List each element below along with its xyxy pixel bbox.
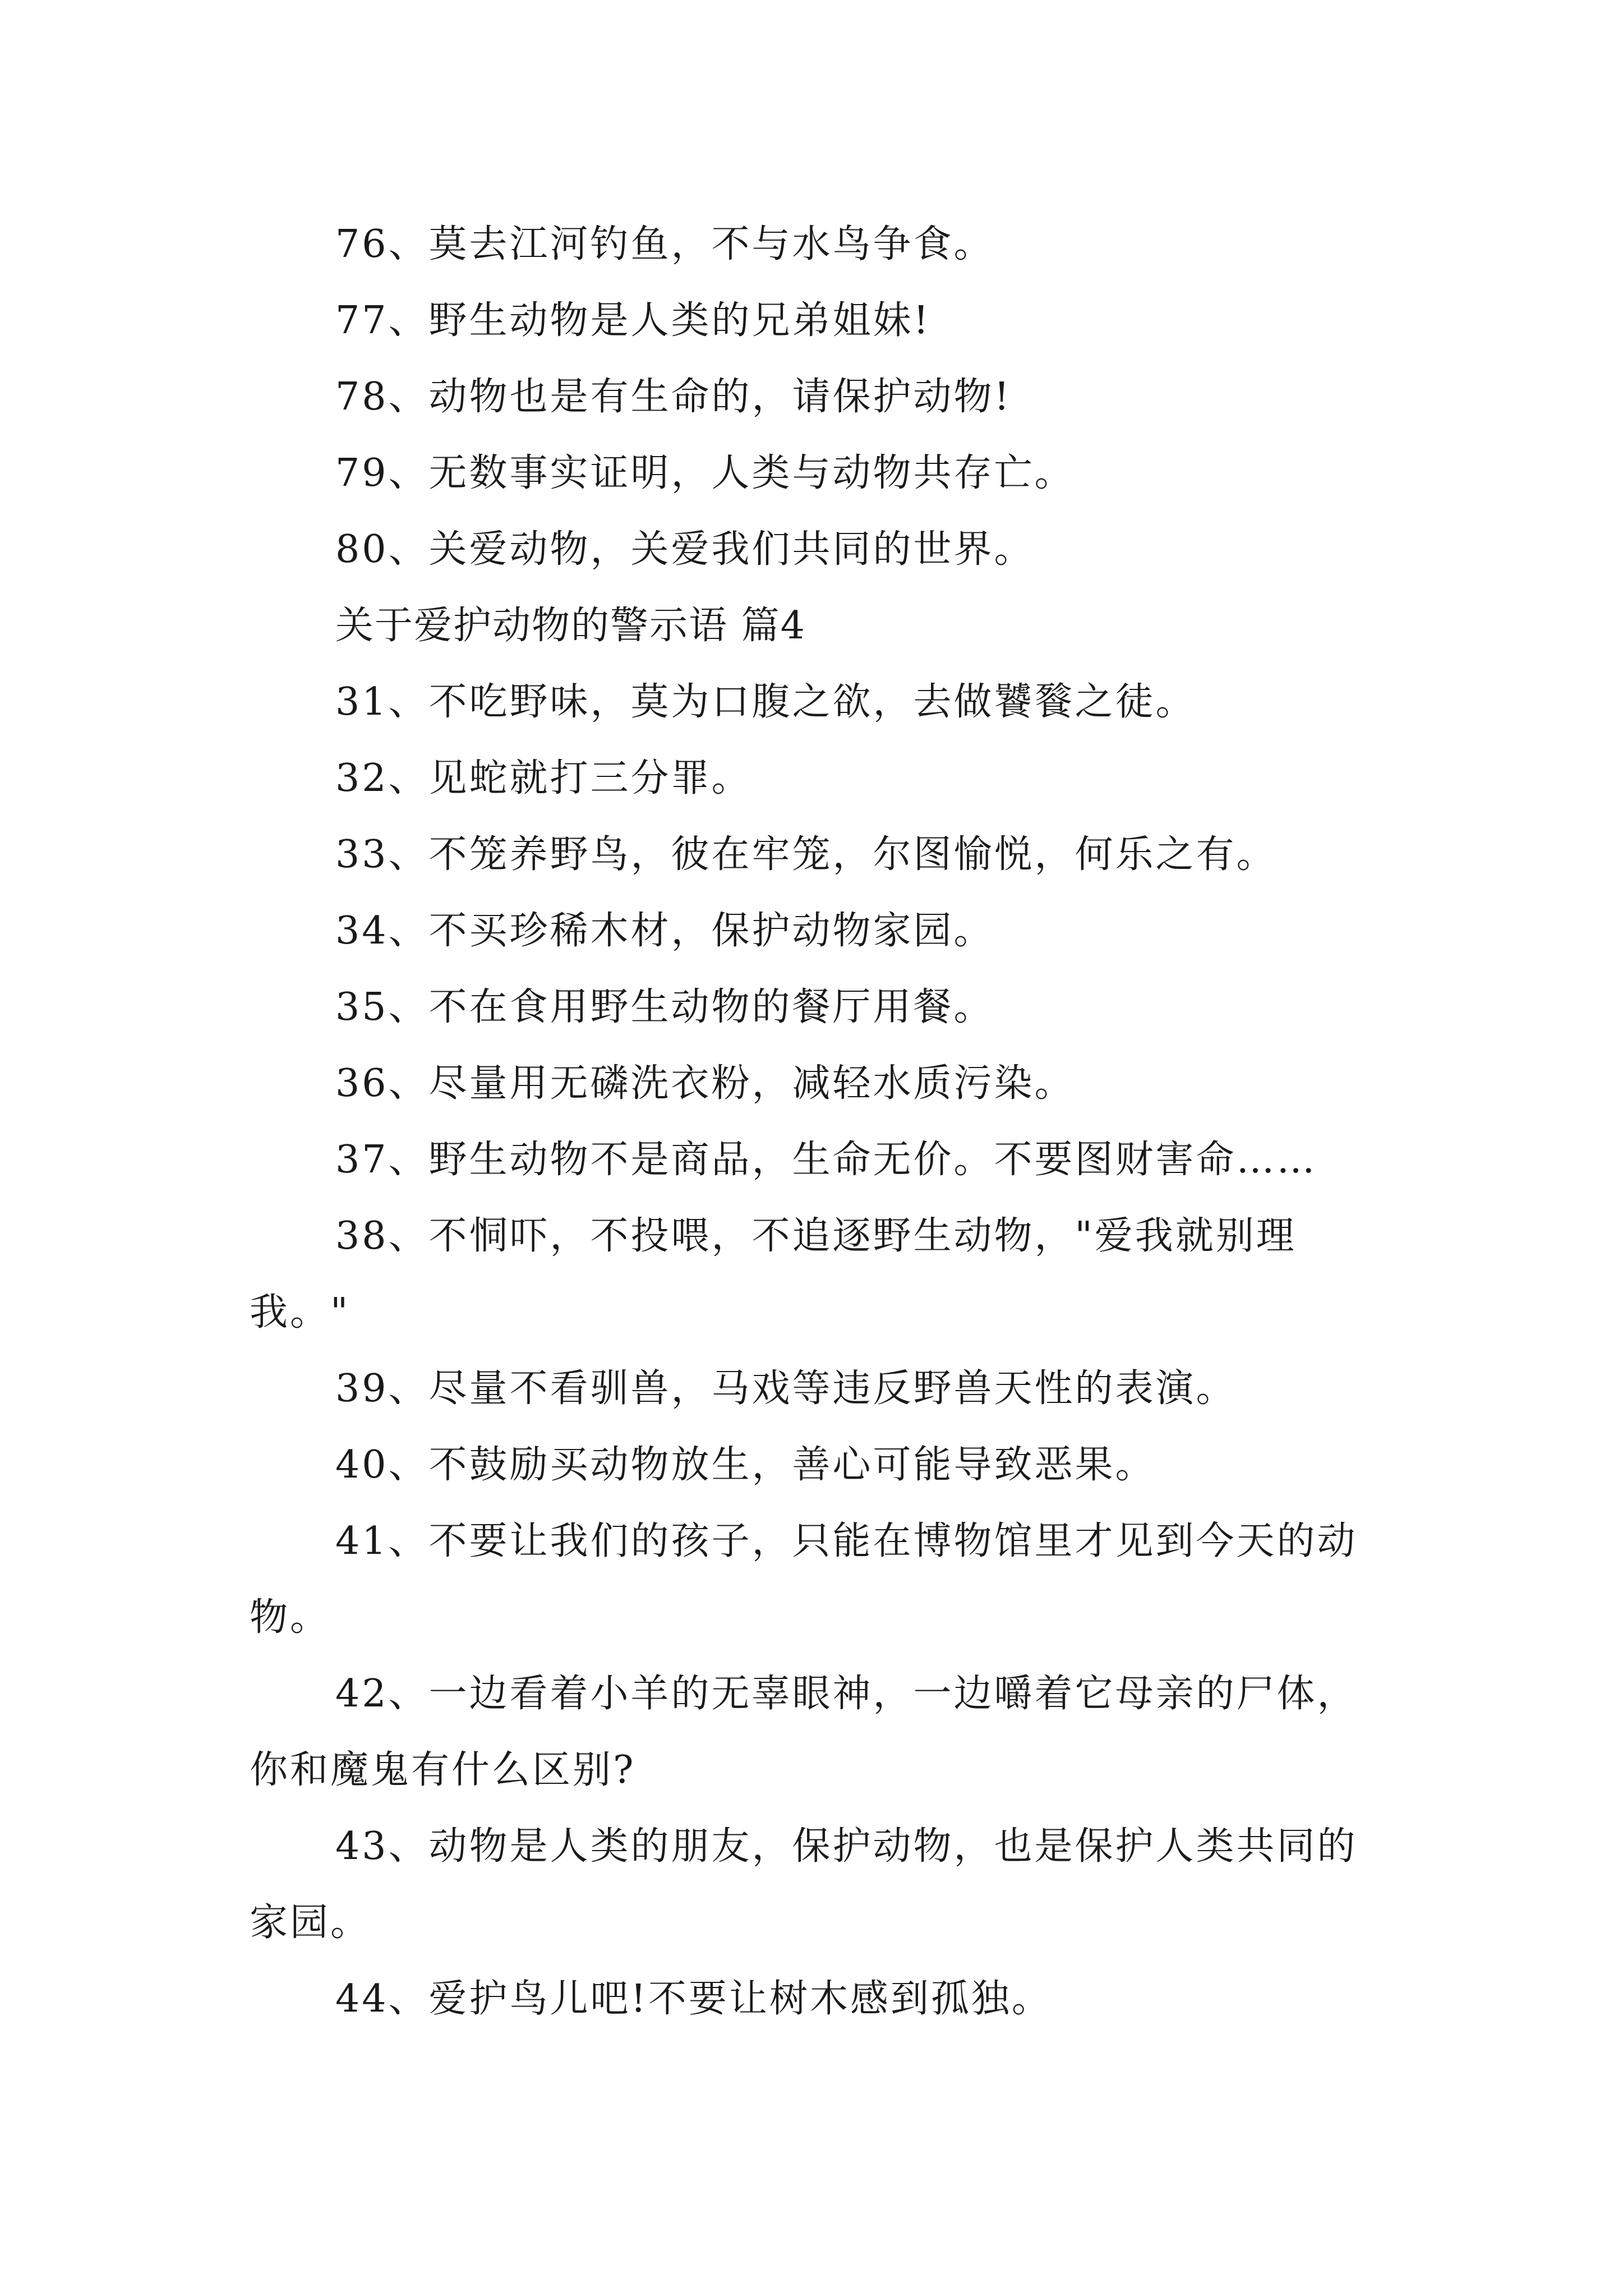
slogan-line: 76、莫去江河钓鱼，不与水鸟争食。 (335, 222, 994, 266)
slogan-line: 37、野生动物不是商品，生命无价。不要图财害命…… (335, 1138, 1317, 1182)
slogan-line: 32、见蛇就打三分罪。 (335, 756, 752, 800)
slogan-line: 80、关爱动物，关爱我们共同的世界。 (335, 527, 1035, 572)
slogan-line: 39、尽量不看驯兽，马戏等违反野兽天性的表演。 (335, 1366, 1237, 1411)
slogan-line: 35、不在食用野生动物的餐厅用餐。 (335, 985, 994, 1029)
slogan-line: 77、野生动物是人类的兄弟姐妹! (335, 298, 931, 343)
slogan-line: 33、不笼养野鸟，彼在牢笼，尔图愉悦，何乐之有。 (335, 832, 1277, 877)
slogan-line: 41、不要让我们的孩子，只能在博物馆里才见到今天的动物。 (250, 1519, 1358, 1640)
slogan-line: 43、动物是人类的朋友，保护动物，也是保护人类共同的家园。 (250, 1824, 1358, 1945)
slogan-line: 36、尽量用无磷洗衣粉，减轻水质污染。 (335, 1061, 1075, 1106)
section-heading: 关于爱护动物的警示语 篇4 (335, 604, 806, 648)
document-body (250, 206, 1394, 2037)
slogan-line: 79、无数事实证明，人类与动物共存亡。 (335, 451, 1075, 495)
slogan-line: 38、不恫吓，不投喂，不追逐野生动物，"爱我就别理我。" (250, 1214, 1297, 1335)
slogan-line: 42、一边看着小羊的无辜眼神，一边嚼着它母亲的尸体，你和魔鬼有什么区别? (250, 1672, 1358, 1792)
slogan-line: 40、不鼓励买动物放生，善心可能导致恶果。 (335, 1443, 1156, 1487)
slogan-line: 44、爱护鸟儿吧!不要让树木感到孤独。 (335, 1977, 1052, 2021)
slogan-line: 78、动物也是有生命的，请保护动物! (335, 375, 1012, 419)
slogan-line: 31、不吃野味，莫为口腹之欲，去做饕餮之徒。 (335, 680, 1196, 724)
slogan-line: 34、不买珍稀木材，保护动物家园。 (335, 909, 994, 953)
